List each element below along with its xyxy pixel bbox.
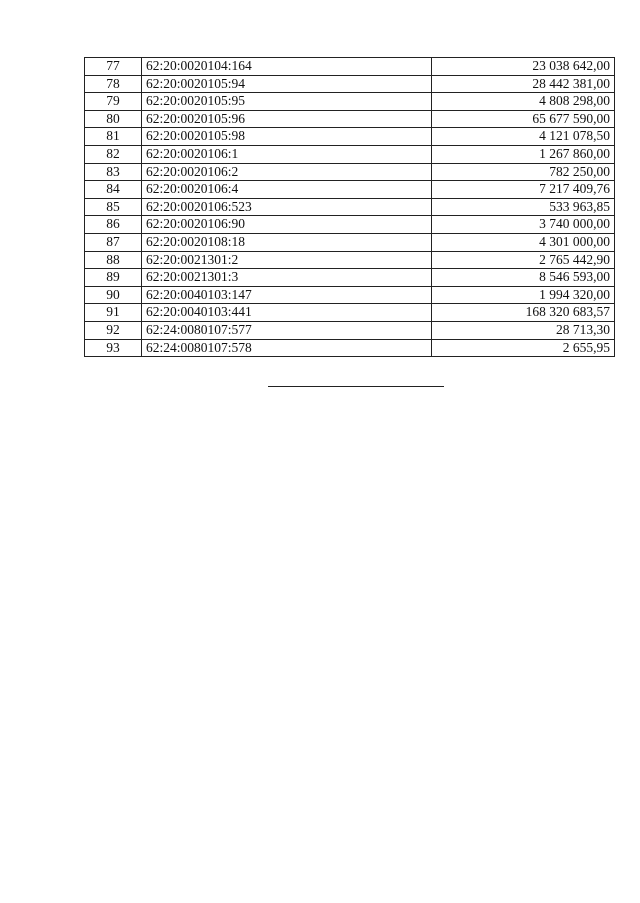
row-number-cell: 88 [85, 251, 142, 269]
row-number-cell: 85 [85, 198, 142, 216]
table-row [85, 304, 615, 322]
cadastral-value-cell: 65 677 590,00 [432, 110, 615, 128]
end-of-document-line [268, 386, 444, 387]
cadastral-value-cell: 2 765 442,90 [432, 251, 615, 269]
table-row [85, 93, 615, 111]
cadastral-number-cell: 62:20:0021301:2 [142, 251, 432, 269]
cadastral-value-cell: 168 320 683,57 [432, 304, 615, 322]
row-number-cell: 90 [85, 286, 142, 304]
table-row [85, 181, 615, 199]
row-number-cell: 86 [85, 216, 142, 234]
row-number-cell: 87 [85, 233, 142, 251]
cadastral-value-cell: 4 808 298,00 [432, 93, 615, 111]
row-number-cell: 84 [85, 181, 142, 199]
cadastral-value-cell: 782 250,00 [432, 163, 615, 181]
table-row [85, 216, 615, 234]
table-row [85, 75, 615, 93]
cadastral-number-cell: 62:20:0020106:2 [142, 163, 432, 181]
cadastral-value-cell: 1 994 320,00 [432, 286, 615, 304]
cadastral-number-cell: 62:20:0020105:95 [142, 93, 432, 111]
cadastral-value-cell: 533 963,85 [432, 198, 615, 216]
table-row [85, 233, 615, 251]
row-number-cell: 78 [85, 75, 142, 93]
cadastral-value-cell: 7 217 409,76 [432, 181, 615, 199]
row-number-cell: 92 [85, 321, 142, 339]
cadastral-value-cell: 2 655,95 [432, 339, 615, 357]
row-number-cell: 81 [85, 128, 142, 146]
table-row [85, 251, 615, 269]
cadastral-value-table [84, 57, 615, 357]
table-row [85, 58, 615, 76]
cadastral-value-cell: 1 267 860,00 [432, 145, 615, 163]
table-row [85, 128, 615, 146]
cadastral-value-cell: 28 442 381,00 [432, 75, 615, 93]
row-number-cell: 89 [85, 269, 142, 287]
cadastral-value-cell: 23 038 642,00 [432, 58, 615, 76]
table-row [85, 286, 615, 304]
row-number-cell: 79 [85, 93, 142, 111]
cadastral-number-cell: 62:20:0020106:90 [142, 216, 432, 234]
table-row [85, 321, 615, 339]
cadastral-number-cell: 62:20:0020106:4 [142, 181, 432, 199]
cadastral-value-cell: 3 740 000,00 [432, 216, 615, 234]
cadastral-number-cell: 62:20:0020105:94 [142, 75, 432, 93]
table-row [85, 163, 615, 181]
cadastral-value-cell: 4 121 078,50 [432, 128, 615, 146]
row-number-cell: 91 [85, 304, 142, 322]
cadastral-number-cell: 62:20:0020105:96 [142, 110, 432, 128]
cadastral-number-cell: 62:24:0080107:577 [142, 321, 432, 339]
cadastral-value-cell: 4 301 000,00 [432, 233, 615, 251]
cadastral-number-cell: 62:24:0080107:578 [142, 339, 432, 357]
row-number-cell: 82 [85, 145, 142, 163]
cadastral-number-cell: 62:20:0020106:1 [142, 145, 432, 163]
table-body [85, 58, 615, 357]
row-number-cell: 93 [85, 339, 142, 357]
row-number-cell: 83 [85, 163, 142, 181]
cadastral-number-cell: 62:20:0020106:523 [142, 198, 432, 216]
table-row [85, 339, 615, 357]
row-number-cell: 80 [85, 110, 142, 128]
cadastral-number-cell: 62:20:0020108:18 [142, 233, 432, 251]
table-row [85, 198, 615, 216]
cadastral-value-cell: 28 713,30 [432, 321, 615, 339]
table-row [85, 110, 615, 128]
row-number-cell: 77 [85, 58, 142, 76]
cadastral-number-cell: 62:20:0020105:98 [142, 128, 432, 146]
cadastral-number-cell: 62:20:0020104:164 [142, 58, 432, 76]
cadastral-number-cell: 62:20:0040103:147 [142, 286, 432, 304]
cadastral-value-cell: 8 546 593,00 [432, 269, 615, 287]
cadastral-number-cell: 62:20:0021301:3 [142, 269, 432, 287]
table-row [85, 145, 615, 163]
table-row [85, 269, 615, 287]
cadastral-number-cell: 62:20:0040103:441 [142, 304, 432, 322]
